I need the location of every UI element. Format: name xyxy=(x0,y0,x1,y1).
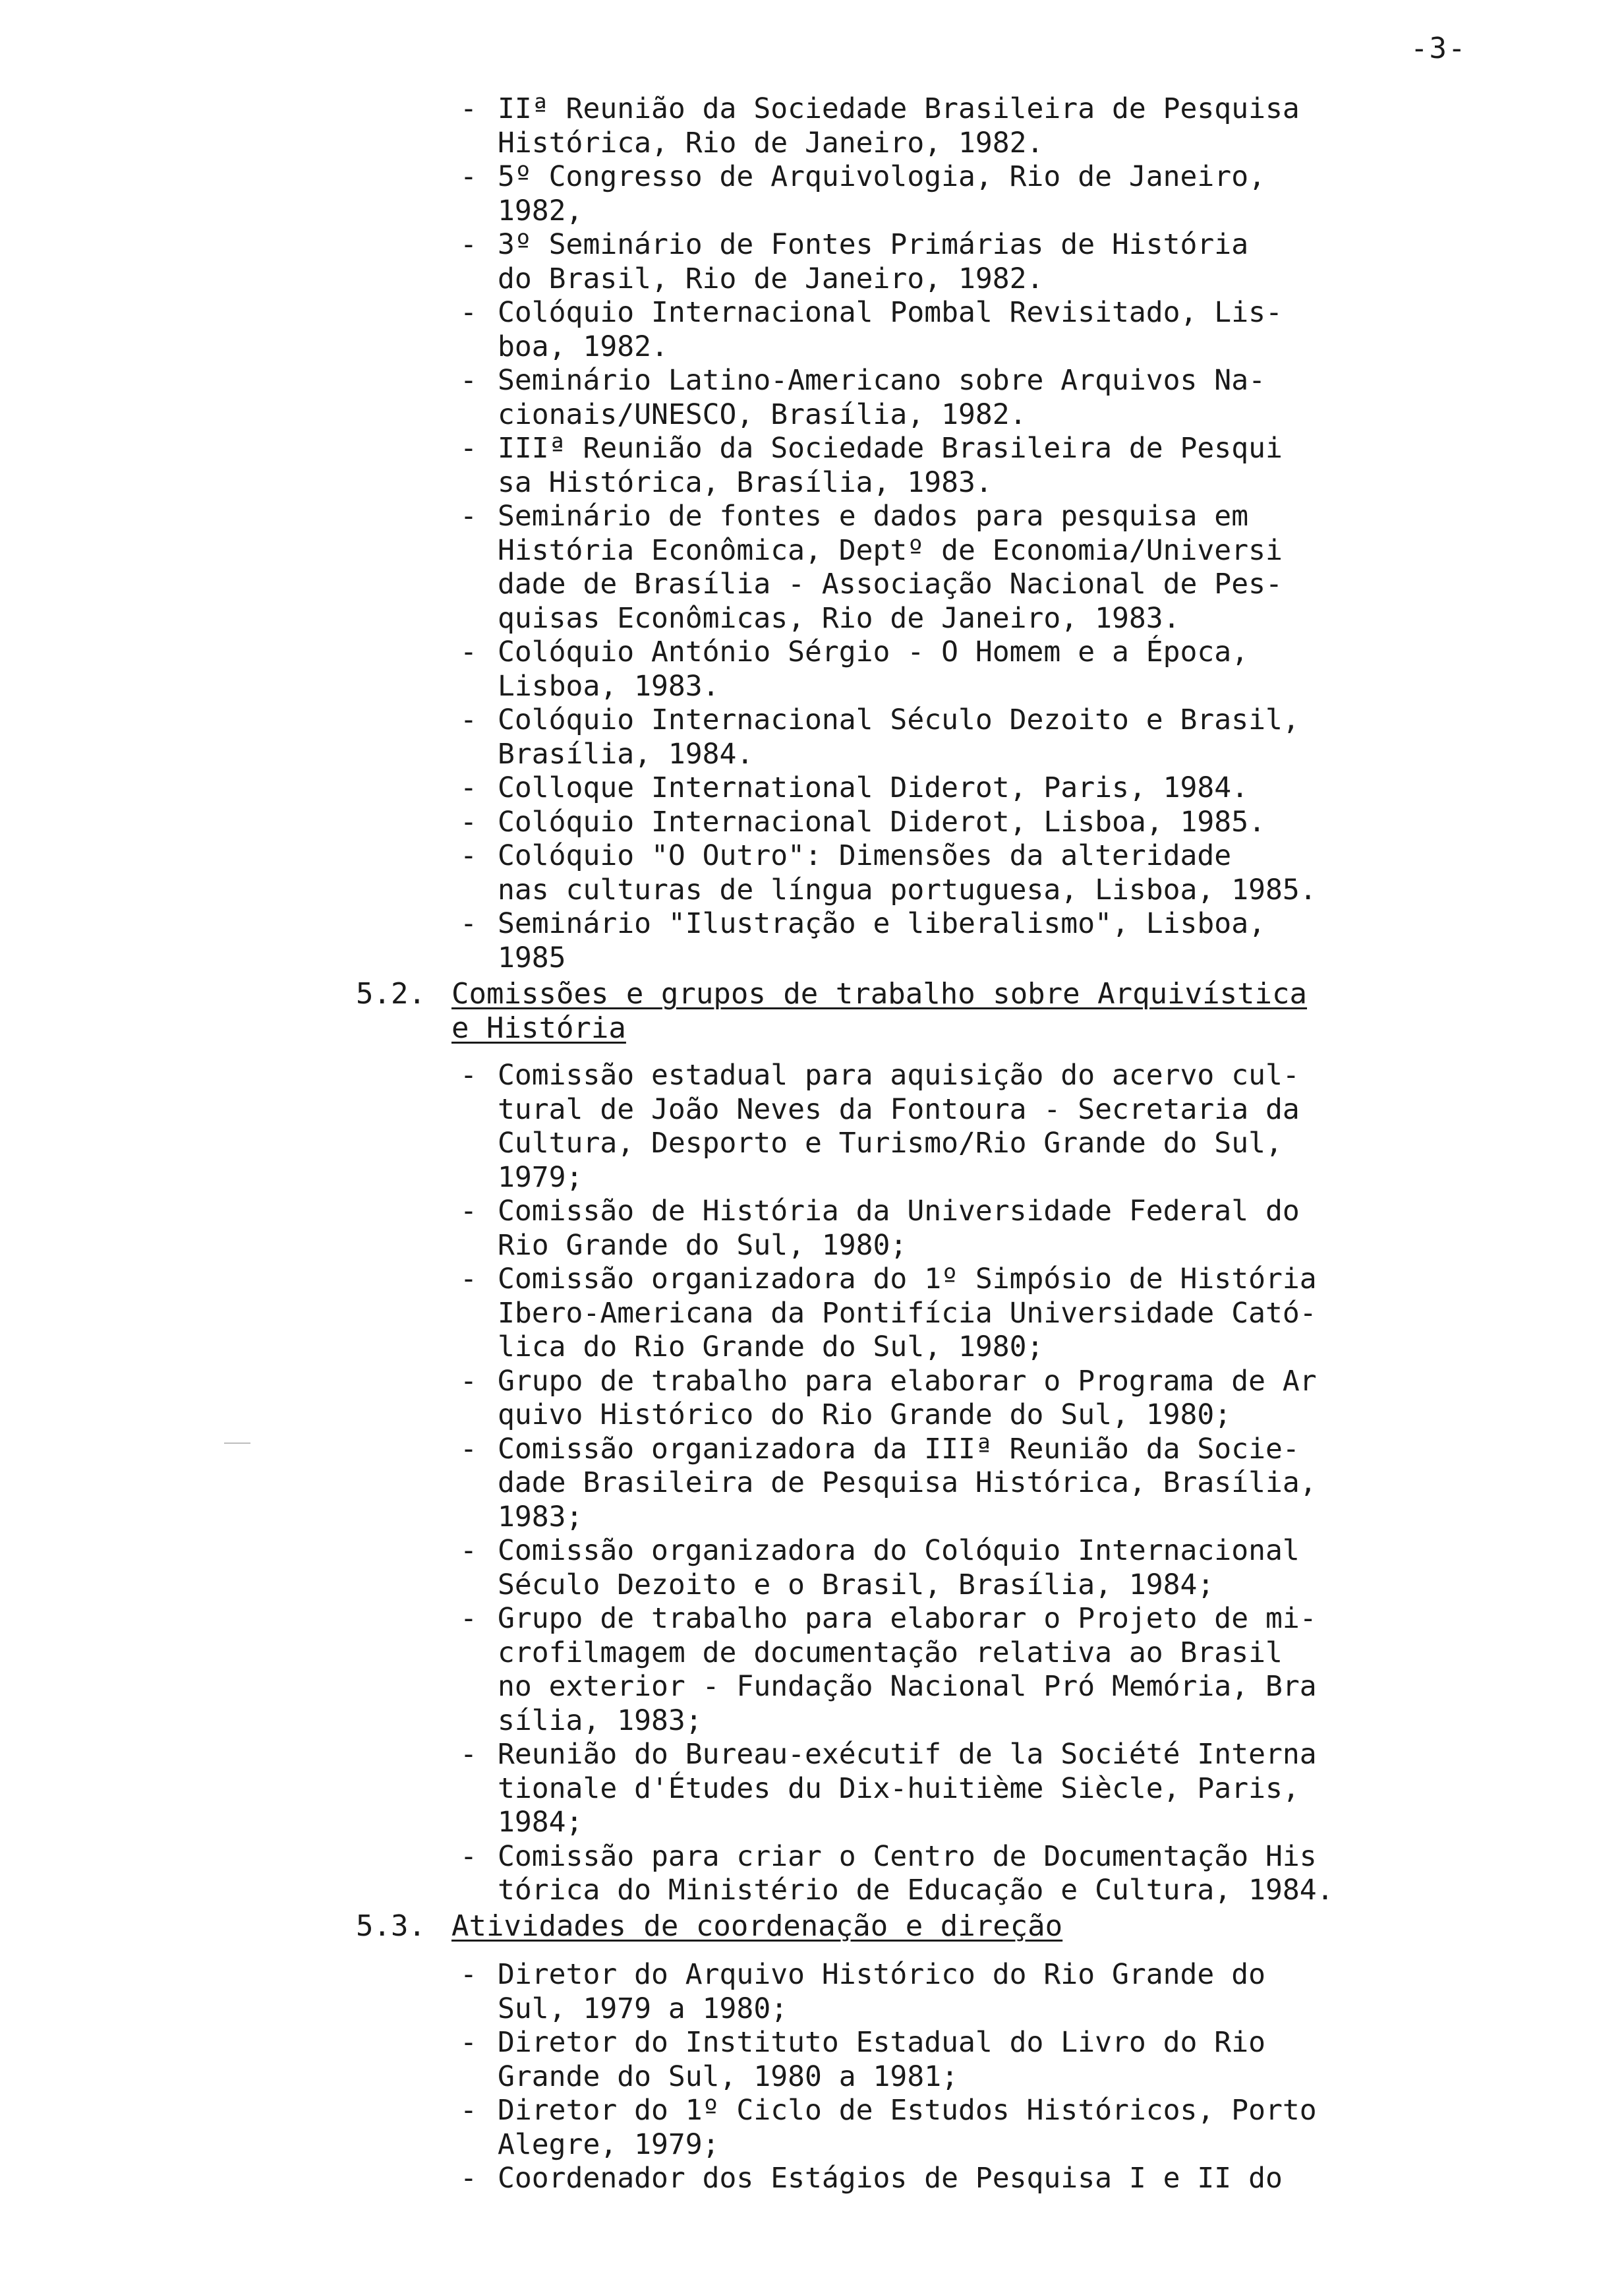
list-item: - 3º Seminário de Fontes Primárias de História do Brasil, Rio de Janeiro, 1982. xyxy=(448,228,1463,296)
list-item: - Seminário "Ilustração e liberalismo", Lisboa, 1985 xyxy=(448,907,1463,975)
list-item: - Diretor do Instituto Estadual do Livro do Rio Grande do Sul, 1980 a 1981; xyxy=(448,2026,1463,2094)
coordination-list-block xyxy=(448,1958,1463,2196)
margin-mark xyxy=(224,1442,250,1444)
section-title: Comissões e grupos de trabalho sobre Arquivística e História xyxy=(451,977,1308,1045)
list-item: - Comissão organizadora do 1º Simpósio de História Ibero-Americana da Pontifícia Universidade Cató- lica do Rio Grande do Sul, 1980; xyxy=(448,1263,1463,1365)
list-item: - IIª Reunião da Sociedade Brasileira de Pesquisa Histórica, Rio de Janeiro, 1982. xyxy=(448,92,1463,160)
list-item: - Comissão organizadora do Colóquio Internacional Século Dezoito e o Brasil, Brasília, 1984; xyxy=(448,1534,1463,1602)
list-item: - Colloque International Diderot, Paris, 1984. xyxy=(448,771,1463,806)
list-item: - Colóquio António Sérgio - O Homem e a Época, Lisboa, 1983. xyxy=(448,636,1463,703)
list-item: - Comissão organizadora da IIIª Reunião da Socie- dade Brasileira de Pesquisa Histórica, Brasília, 1983; xyxy=(448,1433,1463,1535)
list-item: - Colóquio Internacional Século Dezoito e Brasil, Brasília, 1984. xyxy=(448,703,1463,771)
section-title: Atividades de coordenação e direção xyxy=(451,1909,1063,1943)
list-item: - Comissão de História da Universidade Federal do Rio Grande do Sul, 1980; xyxy=(448,1195,1463,1263)
section-heading-5-2 xyxy=(356,977,1466,1045)
section-number: 5.3. xyxy=(356,1909,426,1943)
list-item: - Seminário de fontes e dados para pesquisa em História Econômica, Deptº de Economia/Universi dade de Brasília - Associação Nacional de Pes- quisas Econômicas, Rio de Janeiro, 1983. xyxy=(448,500,1463,636)
list-item: - Diretor do 1º Ciclo de Estudos Históricos, Porto Alegre, 1979; xyxy=(448,2094,1463,2162)
list-item: - Reunião do Bureau-exécutif de la Société Interna tionale d'Études du Dix-huitième Siècle, Paris, 1984; xyxy=(448,1738,1463,1840)
list-item: - IIIª Reunião da Sociedade Brasileira de Pesqui sa Histórica, Brasília, 1983. xyxy=(448,432,1463,500)
events-list-block xyxy=(448,92,1463,975)
list-item: - Grupo de trabalho para elaborar o Projeto de mi- crofilmagem de documentação relativa ao Brasil no exterior - Fundação Nacional Pró Memória, Bra sília, 1983; xyxy=(448,1602,1463,1738)
list-item: - Comissão para criar o Centro de Documentação His tórica do Ministério de Educação e Cultura, 1984. xyxy=(448,1840,1463,1908)
list-item: - Diretor do Arquivo Histórico do Rio Grande do Sul, 1979 a 1980; xyxy=(448,1958,1463,2026)
page-number: -3- xyxy=(1410,32,1467,65)
section-number: 5.2. xyxy=(356,977,426,1011)
list-item: - Colóquio Internacional Pombal Revisitado, Lis- boa, 1982. xyxy=(448,296,1463,364)
commissions-list xyxy=(448,1059,1463,1908)
coordination-list xyxy=(448,1958,1463,2196)
list-item: - Coordenador dos Estágios de Pesquisa I e II do xyxy=(448,2162,1463,2196)
commissions-list-block xyxy=(448,1059,1463,1908)
list-item: - Comissão estadual para aquisição do acervo cul- tural de João Neves da Fontoura - Secretaria da Cultura, Desporto e Turismo/Rio Grande do Sul, 1979; xyxy=(448,1059,1463,1195)
list-item: - 5º Congresso de Arquivologia, Rio de Janeiro, 1982, xyxy=(448,160,1463,228)
list-item: - Grupo de trabalho para elaborar o Programa de Ar quivo Histórico do Rio Grande do Sul, 1980; xyxy=(448,1365,1463,1433)
section-heading-5-3 xyxy=(356,1909,1466,1944)
list-item: - Seminário Latino-Americano sobre Arquivos Na- cionais/UNESCO, Brasília, 1982. xyxy=(448,364,1463,432)
list-item: - Colóquio "O Outro": Dimensões da alteridade nas culturas de língua portuguesa, Lisboa, 1985. xyxy=(448,839,1463,907)
list-item: - Colóquio Internacional Diderot, Lisboa, 1985. xyxy=(448,806,1463,840)
events-list xyxy=(448,92,1463,975)
